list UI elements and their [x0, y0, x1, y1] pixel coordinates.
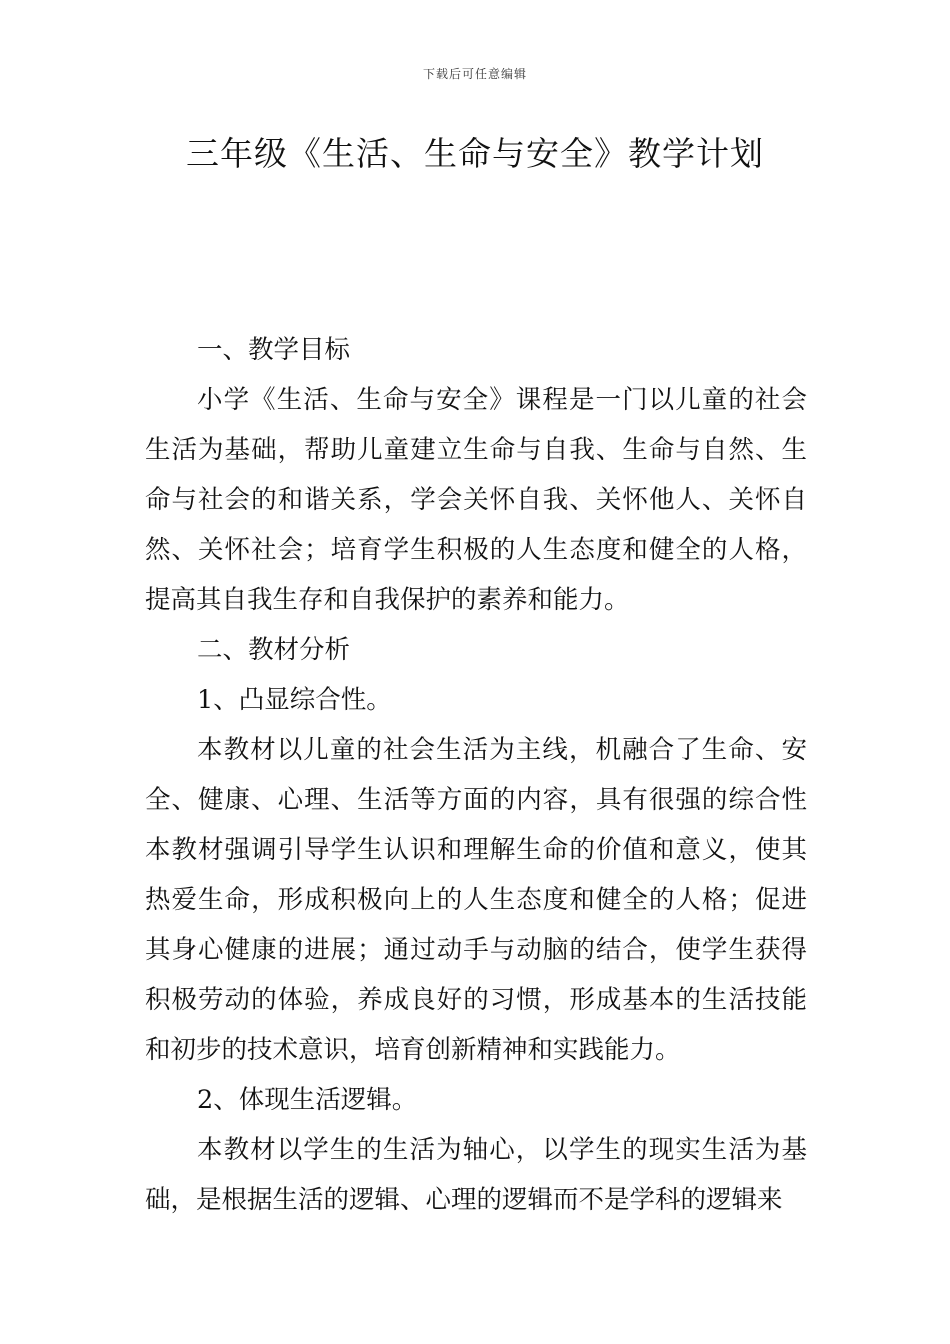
header-note: 下载后可任意编辑 [422, 67, 527, 81]
document-title: 三年级《生活、生命与安全》教学计划 [186, 134, 764, 173]
paragraph-objectives: 小学《生活、生命与安全》课程是一门以儿童的社会生活为基础，帮助儿童建立生命与自我、生命与自然、生命与社会的和谐关系，学会关怀自我、关怀他人、关怀自然、关怀社会；培育学生积极的人生态度和健全的人格，提高其自我生存和自我保护的素养和能力。 [145, 385, 807, 615]
paragraph-comprehensive: 本教材以儿童的社会生活为主线，机融合了生命、安全、健康、心理、生活等方面的内容，具有很强的综合性本教材强调引导学生认识和理解生命的价值和意义，使其热爱生命，形成积极向上的人生态度和健全的人格；促进其身心健康的进展；通过动手与动脑的结合，使学生获得积极劳动的体验，养成良好的习惯，形成基本的生活技能和初步的技术意识，培育创新精神和实践能力。 [145, 735, 807, 1065]
paragraph-life-logic: 本教材以学生的生活为轴心，以学生的现实生活为基础，是根据生活的逻辑、心理的逻辑而不是学科的逻辑来 [145, 1135, 807, 1215]
section-heading-objectives: 一、教学目标 [197, 335, 351, 365]
subheading-comprehensive: 1、凸显综合性。 [197, 685, 392, 715]
section-heading-analysis: 二、教材分析 [197, 635, 351, 665]
subheading-life-logic: 2、体现生活逻辑。 [197, 1085, 418, 1115]
document-body [145, 325, 807, 1225]
